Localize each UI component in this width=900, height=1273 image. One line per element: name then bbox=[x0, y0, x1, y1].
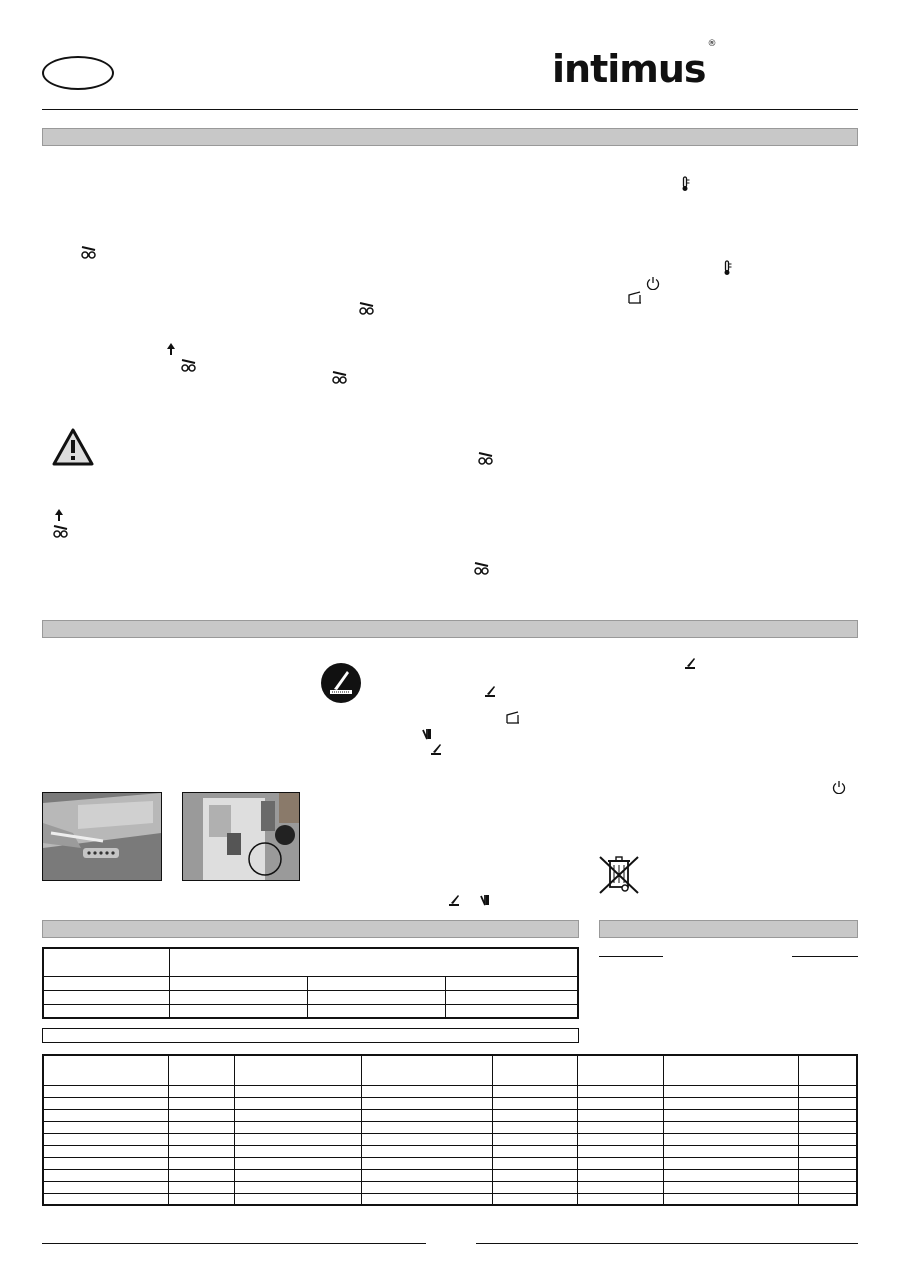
power-icon bbox=[832, 780, 846, 794]
cutter-icon bbox=[358, 301, 375, 315]
underline-right bbox=[792, 956, 858, 957]
note-box bbox=[42, 1028, 579, 1043]
up-arrow-icon bbox=[166, 342, 176, 356]
brand-logo: intimus® bbox=[552, 39, 716, 91]
underline-left bbox=[599, 956, 663, 957]
cutter-icon bbox=[52, 524, 69, 538]
thermometer-icon bbox=[680, 176, 690, 192]
crossed-bin-icon bbox=[598, 855, 640, 895]
bin-full-icon bbox=[506, 711, 520, 724]
photo-oiling-cutting-head bbox=[42, 792, 162, 881]
cutter-icon bbox=[80, 245, 97, 259]
up-arrow-icon bbox=[54, 508, 64, 522]
header-rule bbox=[42, 109, 858, 110]
footer-rule-right bbox=[476, 1243, 858, 1244]
warning-triangle-icon bbox=[52, 428, 94, 466]
cutter-icon bbox=[180, 358, 197, 372]
oil-icon bbox=[448, 893, 460, 907]
section-bar-specifications bbox=[42, 920, 579, 938]
oil-icon bbox=[484, 684, 496, 698]
power-icon bbox=[646, 276, 660, 290]
photo-door-switch bbox=[182, 792, 300, 881]
oil-icon bbox=[430, 742, 442, 756]
cutter-icon bbox=[477, 451, 494, 465]
language-badge bbox=[42, 56, 114, 90]
oil-icon bbox=[684, 656, 696, 670]
footer-rule-left bbox=[42, 1243, 426, 1244]
cutter-icon bbox=[473, 561, 490, 575]
oil-badge-icon bbox=[320, 662, 362, 704]
section-bar-operation bbox=[42, 128, 858, 146]
section-bar-declaration bbox=[599, 920, 858, 938]
bin-full-icon bbox=[628, 291, 642, 304]
spec-table bbox=[42, 947, 579, 1019]
thermometer-icon bbox=[722, 260, 732, 276]
door-icon bbox=[480, 893, 491, 907]
models-table bbox=[42, 1054, 858, 1206]
cutter-icon bbox=[331, 370, 348, 384]
section-bar-maintenance bbox=[42, 620, 858, 638]
door-icon bbox=[422, 727, 433, 741]
